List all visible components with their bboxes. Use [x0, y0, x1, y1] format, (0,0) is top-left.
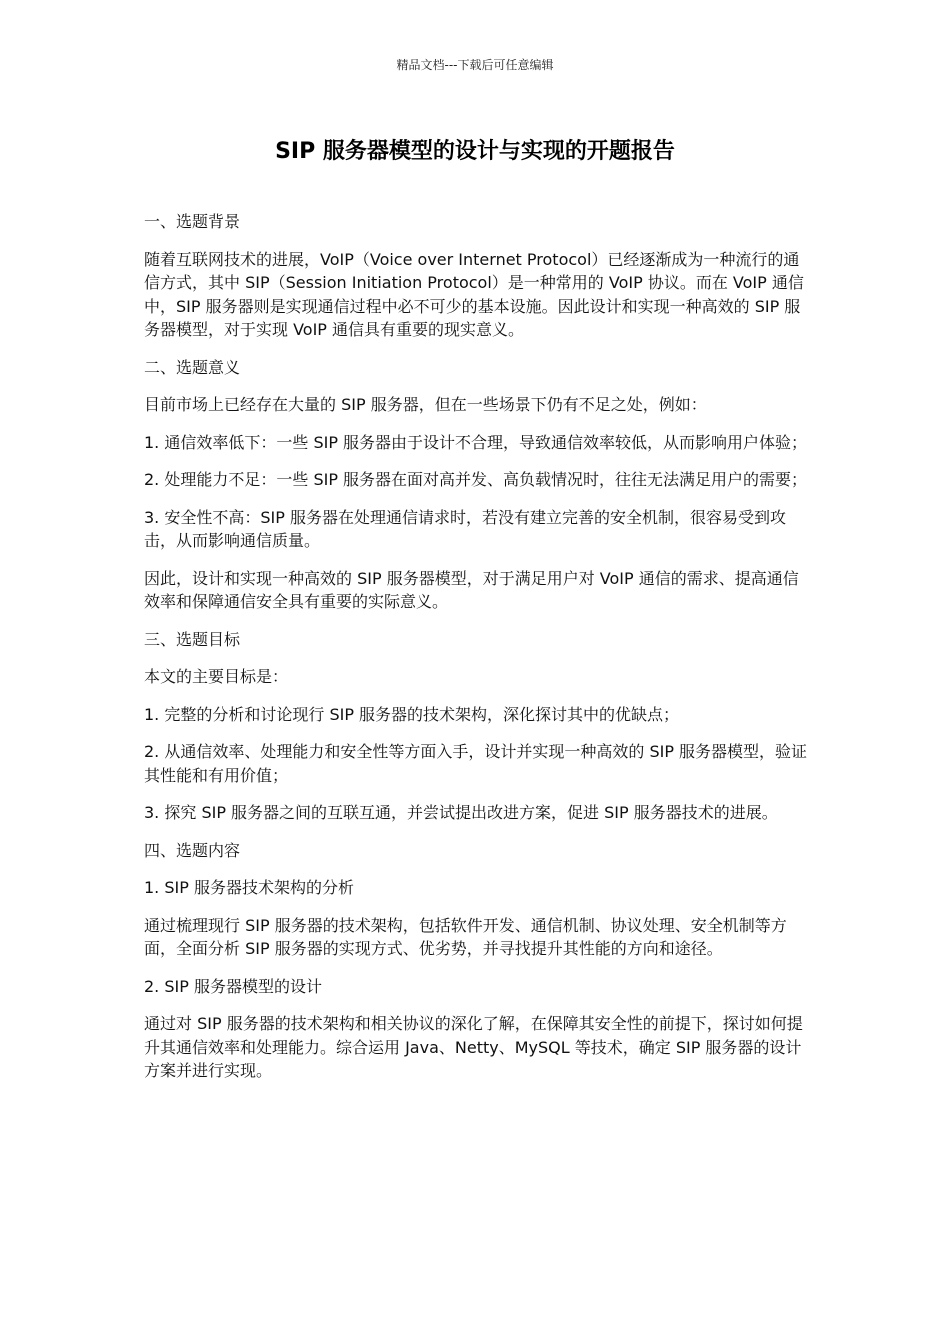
list-item-goal-1: 1. 完整的分析和讨论现行 SIP 服务器的技术架构，深化探讨其中的优缺点； — [144, 704, 680, 724]
list-item-goal-2: 2. 从通信效率、处理能力和安全性等方面入手，设计并实现一种高效的 SIP 服务器模型，验证其性能和有用价值； — [144, 742, 808, 785]
document-body — [144, 210, 809, 1097]
list-item-capacity: 2. 处理能力不足：一些 SIP 服务器在面对高并发、高负载情况时，往往无法满足用户的需要； — [144, 470, 808, 489]
paragraph-significance-intro: 目前市场上已经存在大量的 SIP 服务器，但在一些场景下仍有不足之处，例如： — [144, 395, 707, 414]
page-header-note: 精品文档---下载后可任意编辑 — [396, 58, 554, 72]
paragraph-model-design: 通过对 SIP 服务器的技术架构和相关协议的深化了解，在保障其安全性的前提下，探讨如何提升其通信效率和处理能力。综合运用 Java、Netty、MySQL 等技术，确定 SIP 服务器的设计方案并进行实现。 — [144, 1014, 803, 1080]
section-heading-significance: 二、选题意义 — [144, 357, 241, 377]
paragraph-significance-summary: 因此，设计和实现一种高效的 SIP 服务器模型，对于满足用户对 VoIP 通信的需求、提高通信效率和保障通信安全具有重要的实际意义。 — [144, 568, 799, 611]
document-title: SIP 服务器模型的设计与实现的开题报告 — [275, 139, 675, 164]
list-item-security: 3. 安全性不高：SIP 服务器在处理通信请求时，若没有建立完善的安全机制，很容易受到攻击，从而影响通信质量。 — [144, 507, 786, 550]
section-heading-content: 四、选题内容 — [144, 840, 241, 860]
section-heading-goals: 三、选题目标 — [144, 629, 241, 649]
list-item-goal-3: 3. 探究 SIP 服务器之间的互联互通，并尝试提出改进方案，促进 SIP 服务器技术的进展。 — [144, 803, 778, 822]
subheading-model-design: 2. SIP 服务器模型的设计 — [144, 976, 322, 996]
paragraph-architecture-analysis: 通过梳理现行 SIP 服务器的技术架构，包括软件开发、通信机制、协议处理、安全机制等方面，全面分析 SIP 服务器的实现方式、优劣势，并寻找提升其性能的方向和途径。 — [144, 915, 787, 958]
section-heading-background: 一、选题背景 — [144, 212, 241, 231]
paragraph-goals-intro: 本文的主要目标是： — [144, 667, 289, 686]
list-item-efficiency: 1. 通信效率低下：一些 SIP 服务器由于设计不合理，导致通信效率较低，从而影响用户体验； — [144, 432, 808, 452]
subheading-architecture-analysis: 1. SIP 服务器技术架构的分析 — [144, 878, 354, 897]
paragraph-background: 随着互联网技术的进展，VoIP（Voice over Internet Protocol）已经逐渐成为一种流行的通信方式，其中 SIP（Session Initiation Protocol）是一种常用的 VoIP 协议。而在 VoIP 通信中，SIP 服务器则是实现通信过程中必不可少的基本设施。因此设计和实现一种高效的 SIP 服务器模型，对于实现 VoIP 通信具有重要的现实意义。 — [144, 249, 804, 339]
